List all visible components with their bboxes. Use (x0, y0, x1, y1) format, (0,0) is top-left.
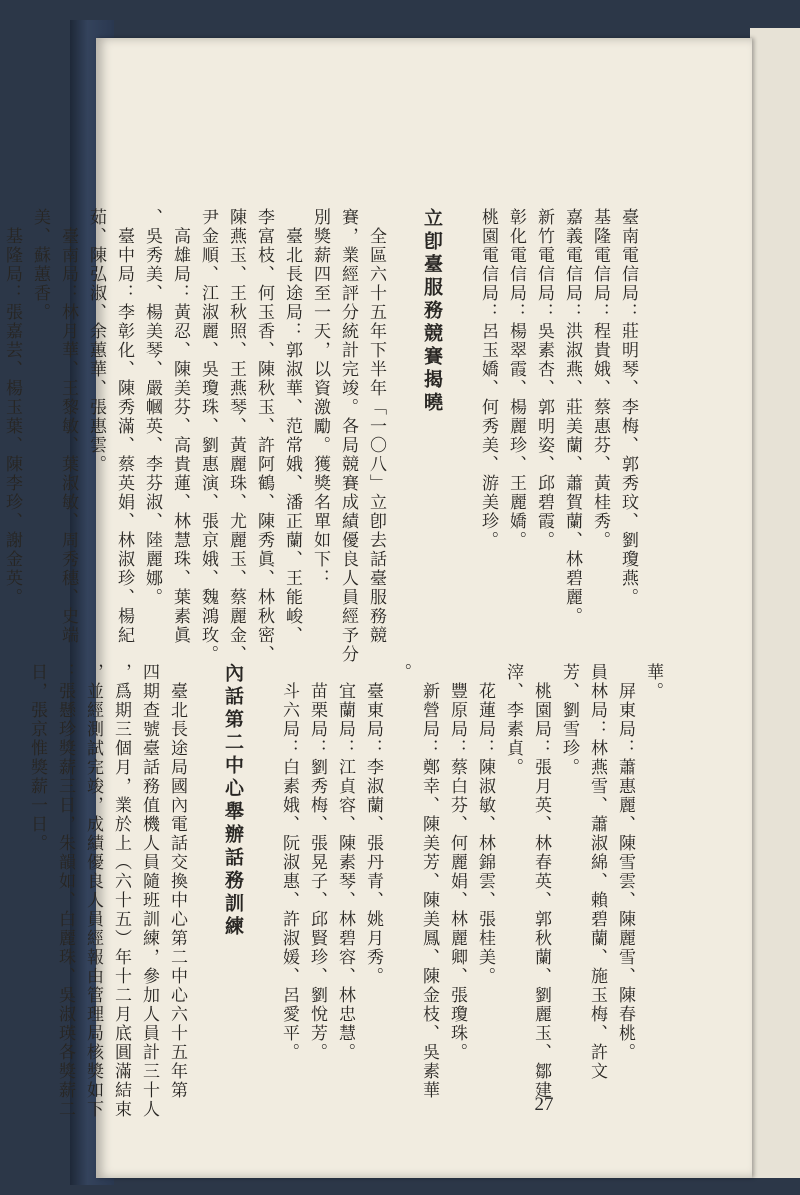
text-line: 基隆電信局：程貴娥、蔡惠芬、黃桂秀。 (590, 208, 610, 550)
top-text-column (0, 208, 642, 664)
text-line: ：張懸珍獎薪三日，朱韻如、白麗珠、吳淑瑛各獎薪二 (55, 663, 75, 1119)
text-line: 新竹電信局：吳素杏、郭明姿、邱碧霞。 (534, 208, 554, 550)
text-line: 全區六十五年下半年「一〇八」立卽去話臺服務競 (366, 208, 386, 645)
text-line: 四期查號臺話務值機人員隨班訓練，參加人員計三十人 (139, 663, 159, 1119)
text-line: 基隆局：張嘉芸、楊玉葉、陳李珍、謝金英。 (2, 208, 22, 607)
text-line: 陳燕玉、王秋照、王燕琴、黃麗珠、尤麗玉、蔡麗金、 (226, 208, 246, 664)
text-line: 臺北長途局：郭淑華、范常娥、潘正蘭、王能峻、 (282, 208, 302, 645)
text-line: 桃園電信局：呂玉嬌、何秀美、游美珍。 (478, 208, 498, 550)
text-line: 新營局：鄭幸、陳美芳、陳美鳳、陳金枝、吳素華 (419, 663, 439, 1100)
text-line: 美、蘇蕙香。 (30, 208, 50, 322)
document-page (2, 38, 752, 1178)
text-line: 別獎薪四至一天，以資激勵。獲獎名單如下： (310, 208, 330, 588)
text-line: 芳、劉雪珍。 (559, 663, 579, 777)
text-line: 華。 (643, 663, 663, 701)
text-line: 臺中局：李彰化、陳秀滿、蔡英娟、林淑珍、楊紀 (114, 208, 134, 645)
text-line (0, 663, 23, 1063)
text-line (390, 208, 418, 648)
text-line: 豐原局：蔡白芬、何麗娟、林麗卿、張瓊珠。 (447, 663, 467, 1062)
text-line: 茹、陳弘淑、余蕙華、張惠雲。 (86, 208, 106, 474)
text-line: 尹金順、江淑麗、吳瓊珠、劉惠演、張京娥、魏鴻玫。 (198, 208, 218, 664)
text-line: 臺南電信局：莊明琴、李梅、郭秀玟、劉瓊燕。 (618, 208, 638, 607)
text-line: 。 (391, 663, 411, 682)
text-line (446, 208, 474, 648)
next-page-edge (750, 28, 800, 1178)
text-line: 高雄局：黃忍、陳美芬、高貴蓮、林慧珠、葉素眞 (170, 208, 190, 645)
text-line: 嘉義電信局：洪淑燕、莊美蘭、蕭賀蘭、林碧麗。 (562, 208, 582, 626)
page-number: 27 (534, 1094, 554, 1115)
text-line: 日，張京惟獎薪一日。 (27, 663, 47, 853)
text-line: 桃園局：張月英、林春英、郭秋蘭、劉麗玉、鄒建 (531, 663, 551, 1100)
text-line: 臺東局：李淑蘭、張丹青、姚月秀。 (363, 663, 383, 986)
text-line: 苗栗局：劉秀梅、張晃子、邱賢珍、劉悅芳。 (307, 663, 327, 1062)
text-line: 宜蘭局：江貞容、陳素琴、林碧容、林忠慧。 (335, 663, 355, 1062)
text-line: ，爲期三個月，業於上（六十五）年十二月底圓滿結束 (111, 663, 131, 1119)
section-heading: 內話第二中心舉辦話務訓練 (222, 663, 244, 939)
text-line: 斗六局：白素娥、阮淑惠、許淑媛、呂愛平。 (279, 663, 299, 1062)
text-line (247, 663, 275, 1063)
text-line (191, 663, 219, 1063)
text-line: 賽，業經評分統計完竣。各局競賽成績優良人員經予分 (338, 208, 358, 664)
text-line: 屏東局：蕭惠麗、陳雪雲、陳麗雪、陳春桃。 (615, 663, 635, 1062)
text-line: 李富枝、何玉香、陳秋玉、許阿鶴、陳秀眞、林秋密、 (254, 208, 274, 664)
text-line: 臺北長途局國內電話交換中心第二中心六十五年第 (167, 663, 187, 1100)
text-line: 彰化電信局：楊翠霞、楊麗珍、王麗嬌。 (506, 208, 526, 550)
text-line: 員林局：林燕雪、蕭淑綿、賴碧蘭、施玉梅、許文 (587, 663, 607, 1081)
text-line: ，並經測試完竣，成績優良人員經報由管理局核獎如下 (83, 663, 103, 1119)
text-line: 、吳秀美、楊美琴、嚴幗英、李芬淑、陸麗娜。 (142, 208, 162, 607)
text-line: 花蓮局：陳淑敏、林錦雲、張桂美。 (475, 663, 495, 986)
text-line: 臺南局：林月華、王黎敏、葉淑敏、周秀穗、史端 (58, 208, 78, 645)
text-line: 滓、李素貞。 (503, 663, 523, 777)
section-heading: 立卽臺服務競賽揭曉 (421, 208, 443, 415)
